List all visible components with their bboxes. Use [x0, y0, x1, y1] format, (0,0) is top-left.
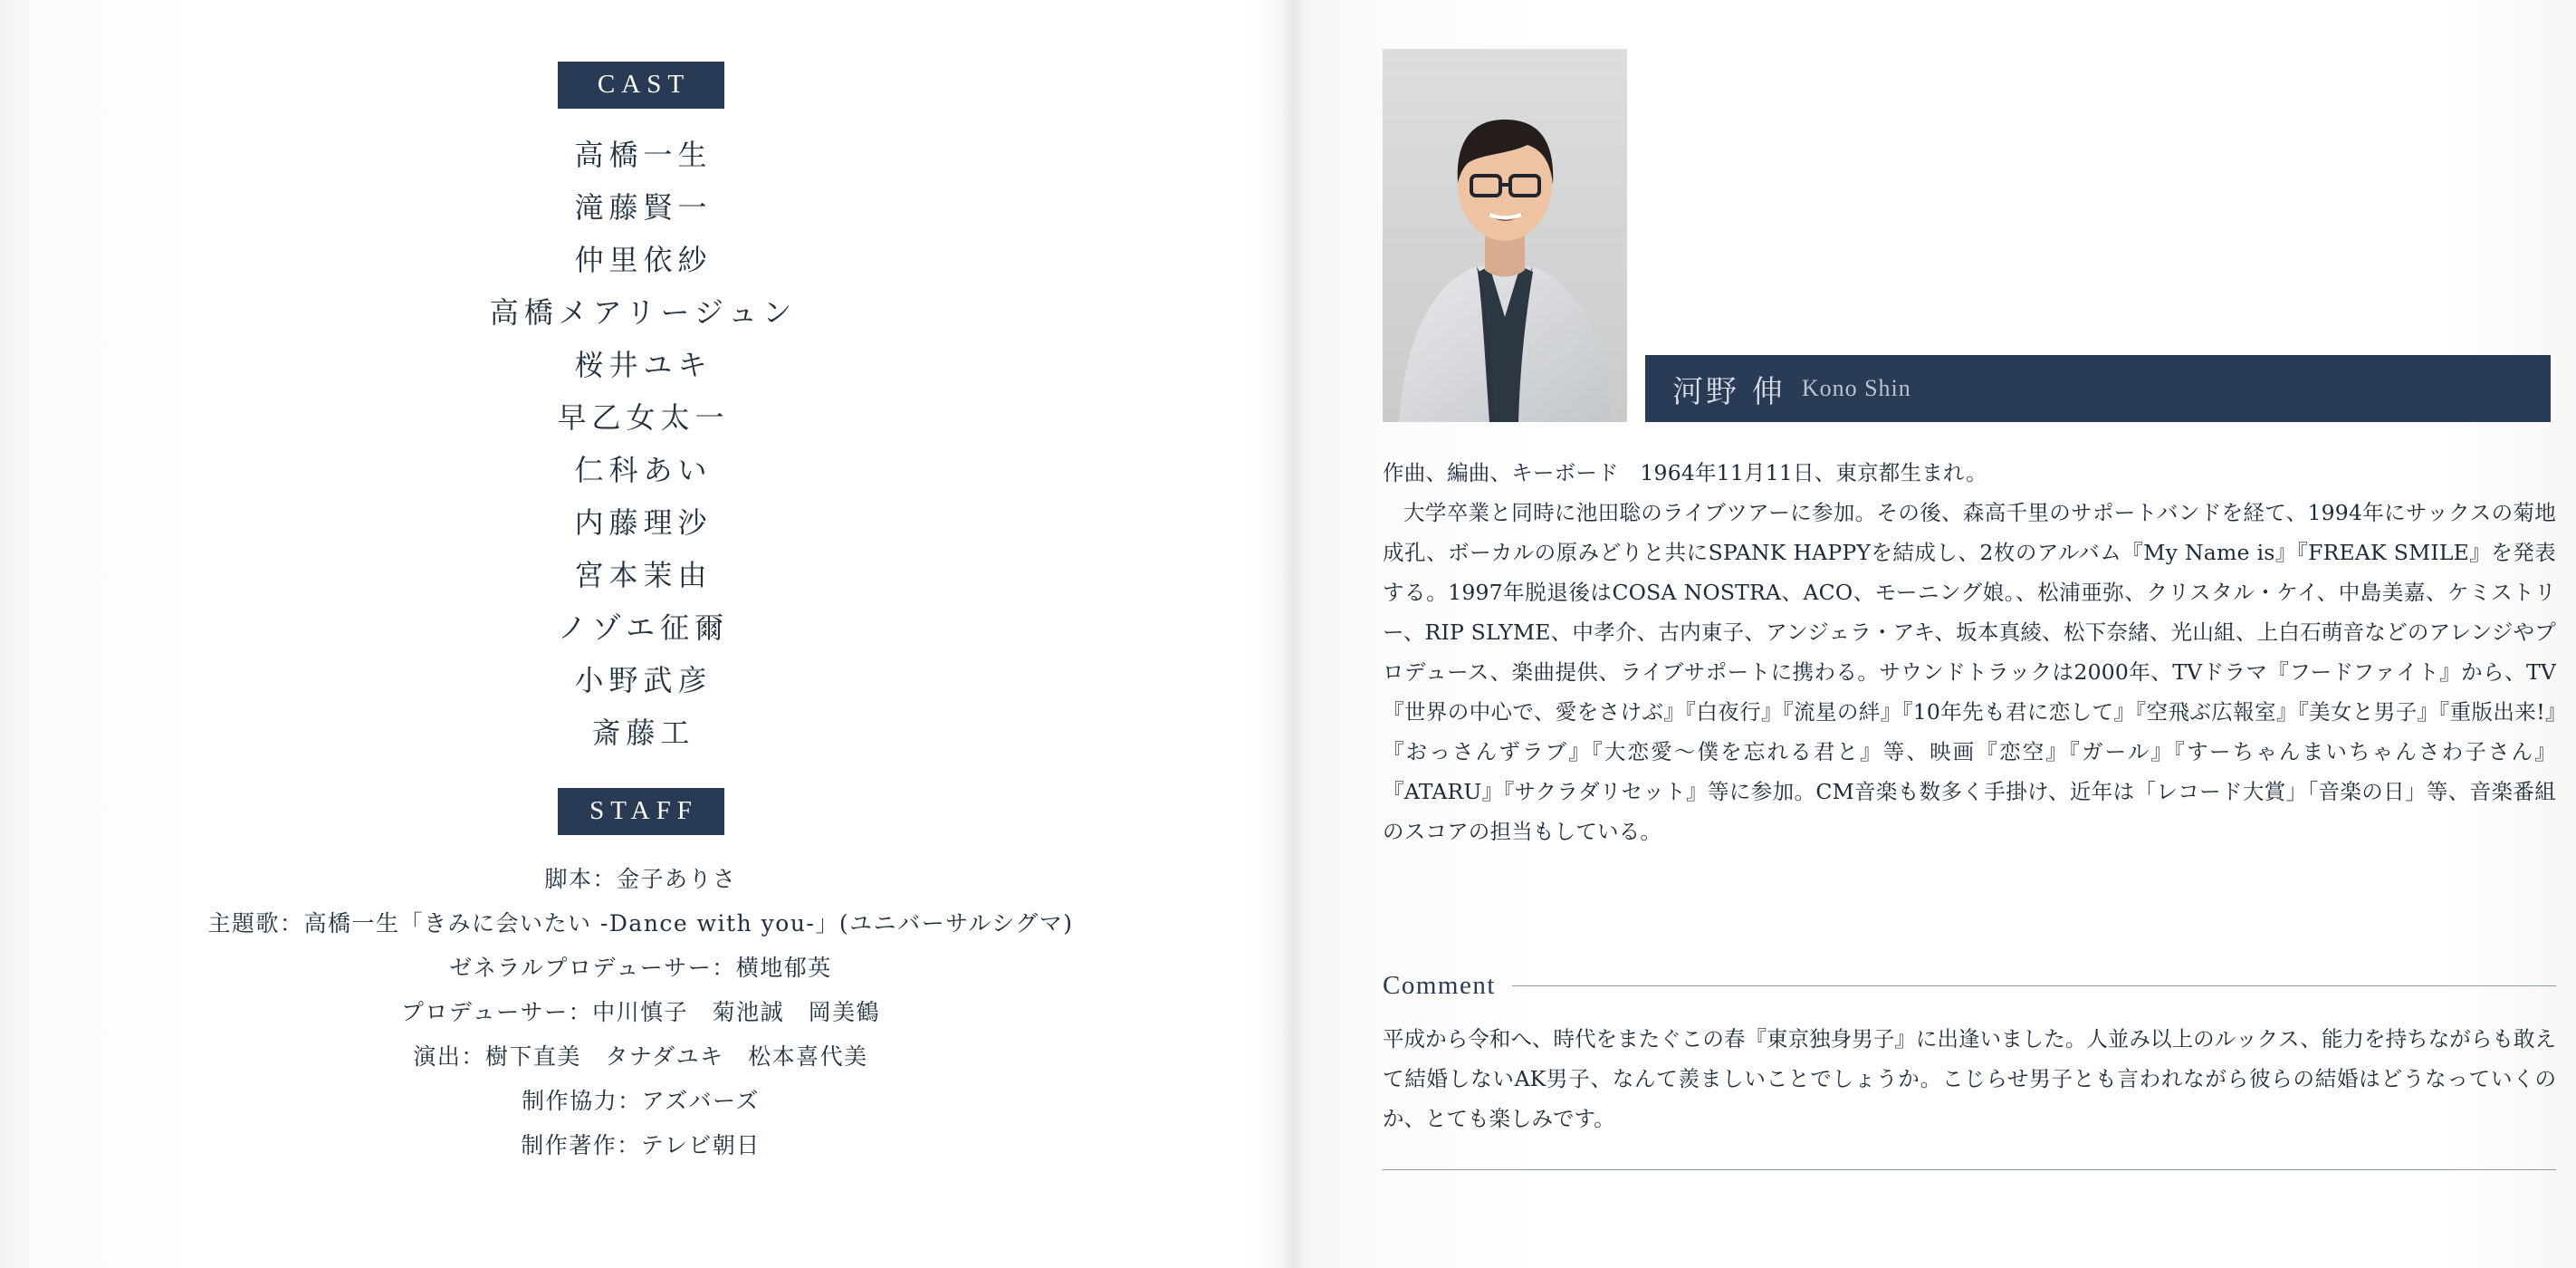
cast-name: 桜井ユキ: [574, 348, 713, 382]
comment-text: 平成から令和へ、時代をまたぐこの春『東京独身男子』に出逢いました。人並み以上のルックス、能力を持ちながらも敢えて結婚しないAK男子、なんて羨ましいことでしょうか。こじらせ男子とも言われながら彼らの結婚はどうなっていくのか、とても楽しみです。: [1383, 1026, 2556, 1131]
staff-section: [0, 788, 1281, 1167]
staff-line: プロデューサー：中川慎子 菊池誠 岡美鶴: [400, 999, 881, 1025]
person-name-jp: 河野 伸: [1672, 373, 1786, 410]
cast-name: 滝藤賢一: [574, 190, 713, 225]
staff-list: [0, 857, 1281, 1167]
cast-name: 仲里依紗: [574, 243, 713, 277]
cast-name: 高橋一生: [574, 138, 713, 172]
comment-divider: [1512, 985, 2556, 986]
cast-name: 早乙女太一: [557, 400, 730, 435]
cast-name: 宮本茉由: [574, 558, 713, 592]
staff-heading: STAFF: [558, 788, 724, 835]
right-page: [1305, 0, 2576, 1268]
cast-name: 高橋メアリージュン: [489, 295, 798, 330]
bio-paragraph-1: 作曲、編曲、キーボード 1964年11月11日、東京都生まれ。: [1383, 460, 1987, 485]
cast-name: ノゾエ征爾: [557, 610, 730, 645]
staff-line: 演出：樹下直美 タナダユキ 松本喜代美: [413, 1043, 868, 1070]
staff-line: 制作協力：アズバーズ: [522, 1088, 760, 1114]
person-name-bar: [1645, 355, 2551, 422]
comment-heading: [1383, 971, 2556, 1001]
cast-name: 仁科あい: [574, 453, 713, 487]
bottom-divider: [1383, 1169, 2556, 1170]
cast-name: 内藤理沙: [574, 505, 713, 540]
bio-paragraph-2: 大学卒業と同時に池田聡のライブツアーに参加。その後、森高千里のサポートバンドを経て、1994年にサックスの菊地成孔、ボーカルの原みどりと共にSPANK HAPPYを結成し、2枚のアルバム『My Name is』『FREAK SMILE』を発表する。1997年脱退後はCOSA NOSTRA、ACO、モーニング娘。、松浦亜弥、クリスタル・ケイ、中島美嘉、ケミストリー、RIP SLYME、中孝介、古内東子、アンジェラ・アキ、坂本真綾、松下奈緒、光山組、上白石萌音などのアレンジやプロデュース、楽曲提供、ライブサポートに携わる。サウンドトラックは2000年、TVドラマ『フードファイト』から、TV『世界の中心で、愛をさけぶ』『白夜行』『流星の絆』『10年先も君に恋して』『空飛ぶ広報室』『美女と男子』『重版出来!』『おっさんずラブ』『大恋愛〜僕を忘れる君と』等、映画『恋空』『ガール』『すーちゃんまいちゃんさわ子さん』『ATARU』『サクラダリセット』等に参加。CM音楽も数多く手掛け、近年は「レコード大賞」「音楽の日」等、音楽番組のスコアの担当もしている。: [1383, 500, 2556, 844]
cast-section: [0, 62, 1281, 759]
staff-line: 主題歌：高橋一生「きみに会いたい -Dance with you-」(ユニバーサルシグマ): [207, 910, 1074, 937]
biography-text: [1383, 453, 2556, 851]
comment-label: Comment: [1383, 971, 1496, 1000]
left-page: [0, 0, 1281, 1268]
cast-heading: CAST: [558, 62, 724, 109]
staff-line: 脚本：金子ありさ: [544, 866, 737, 892]
cast-list: [0, 129, 1281, 759]
cast-name: 斎藤工: [591, 716, 695, 750]
staff-line: ゼネラルプロデューサー：横地郁英: [449, 955, 832, 981]
cast-name: 小野武彦: [574, 663, 713, 697]
person-name-en: Kono Shin: [1801, 375, 1911, 401]
portrait-photo: [1383, 49, 1627, 422]
staff-line: 制作著作：テレビ朝日: [521, 1132, 761, 1158]
